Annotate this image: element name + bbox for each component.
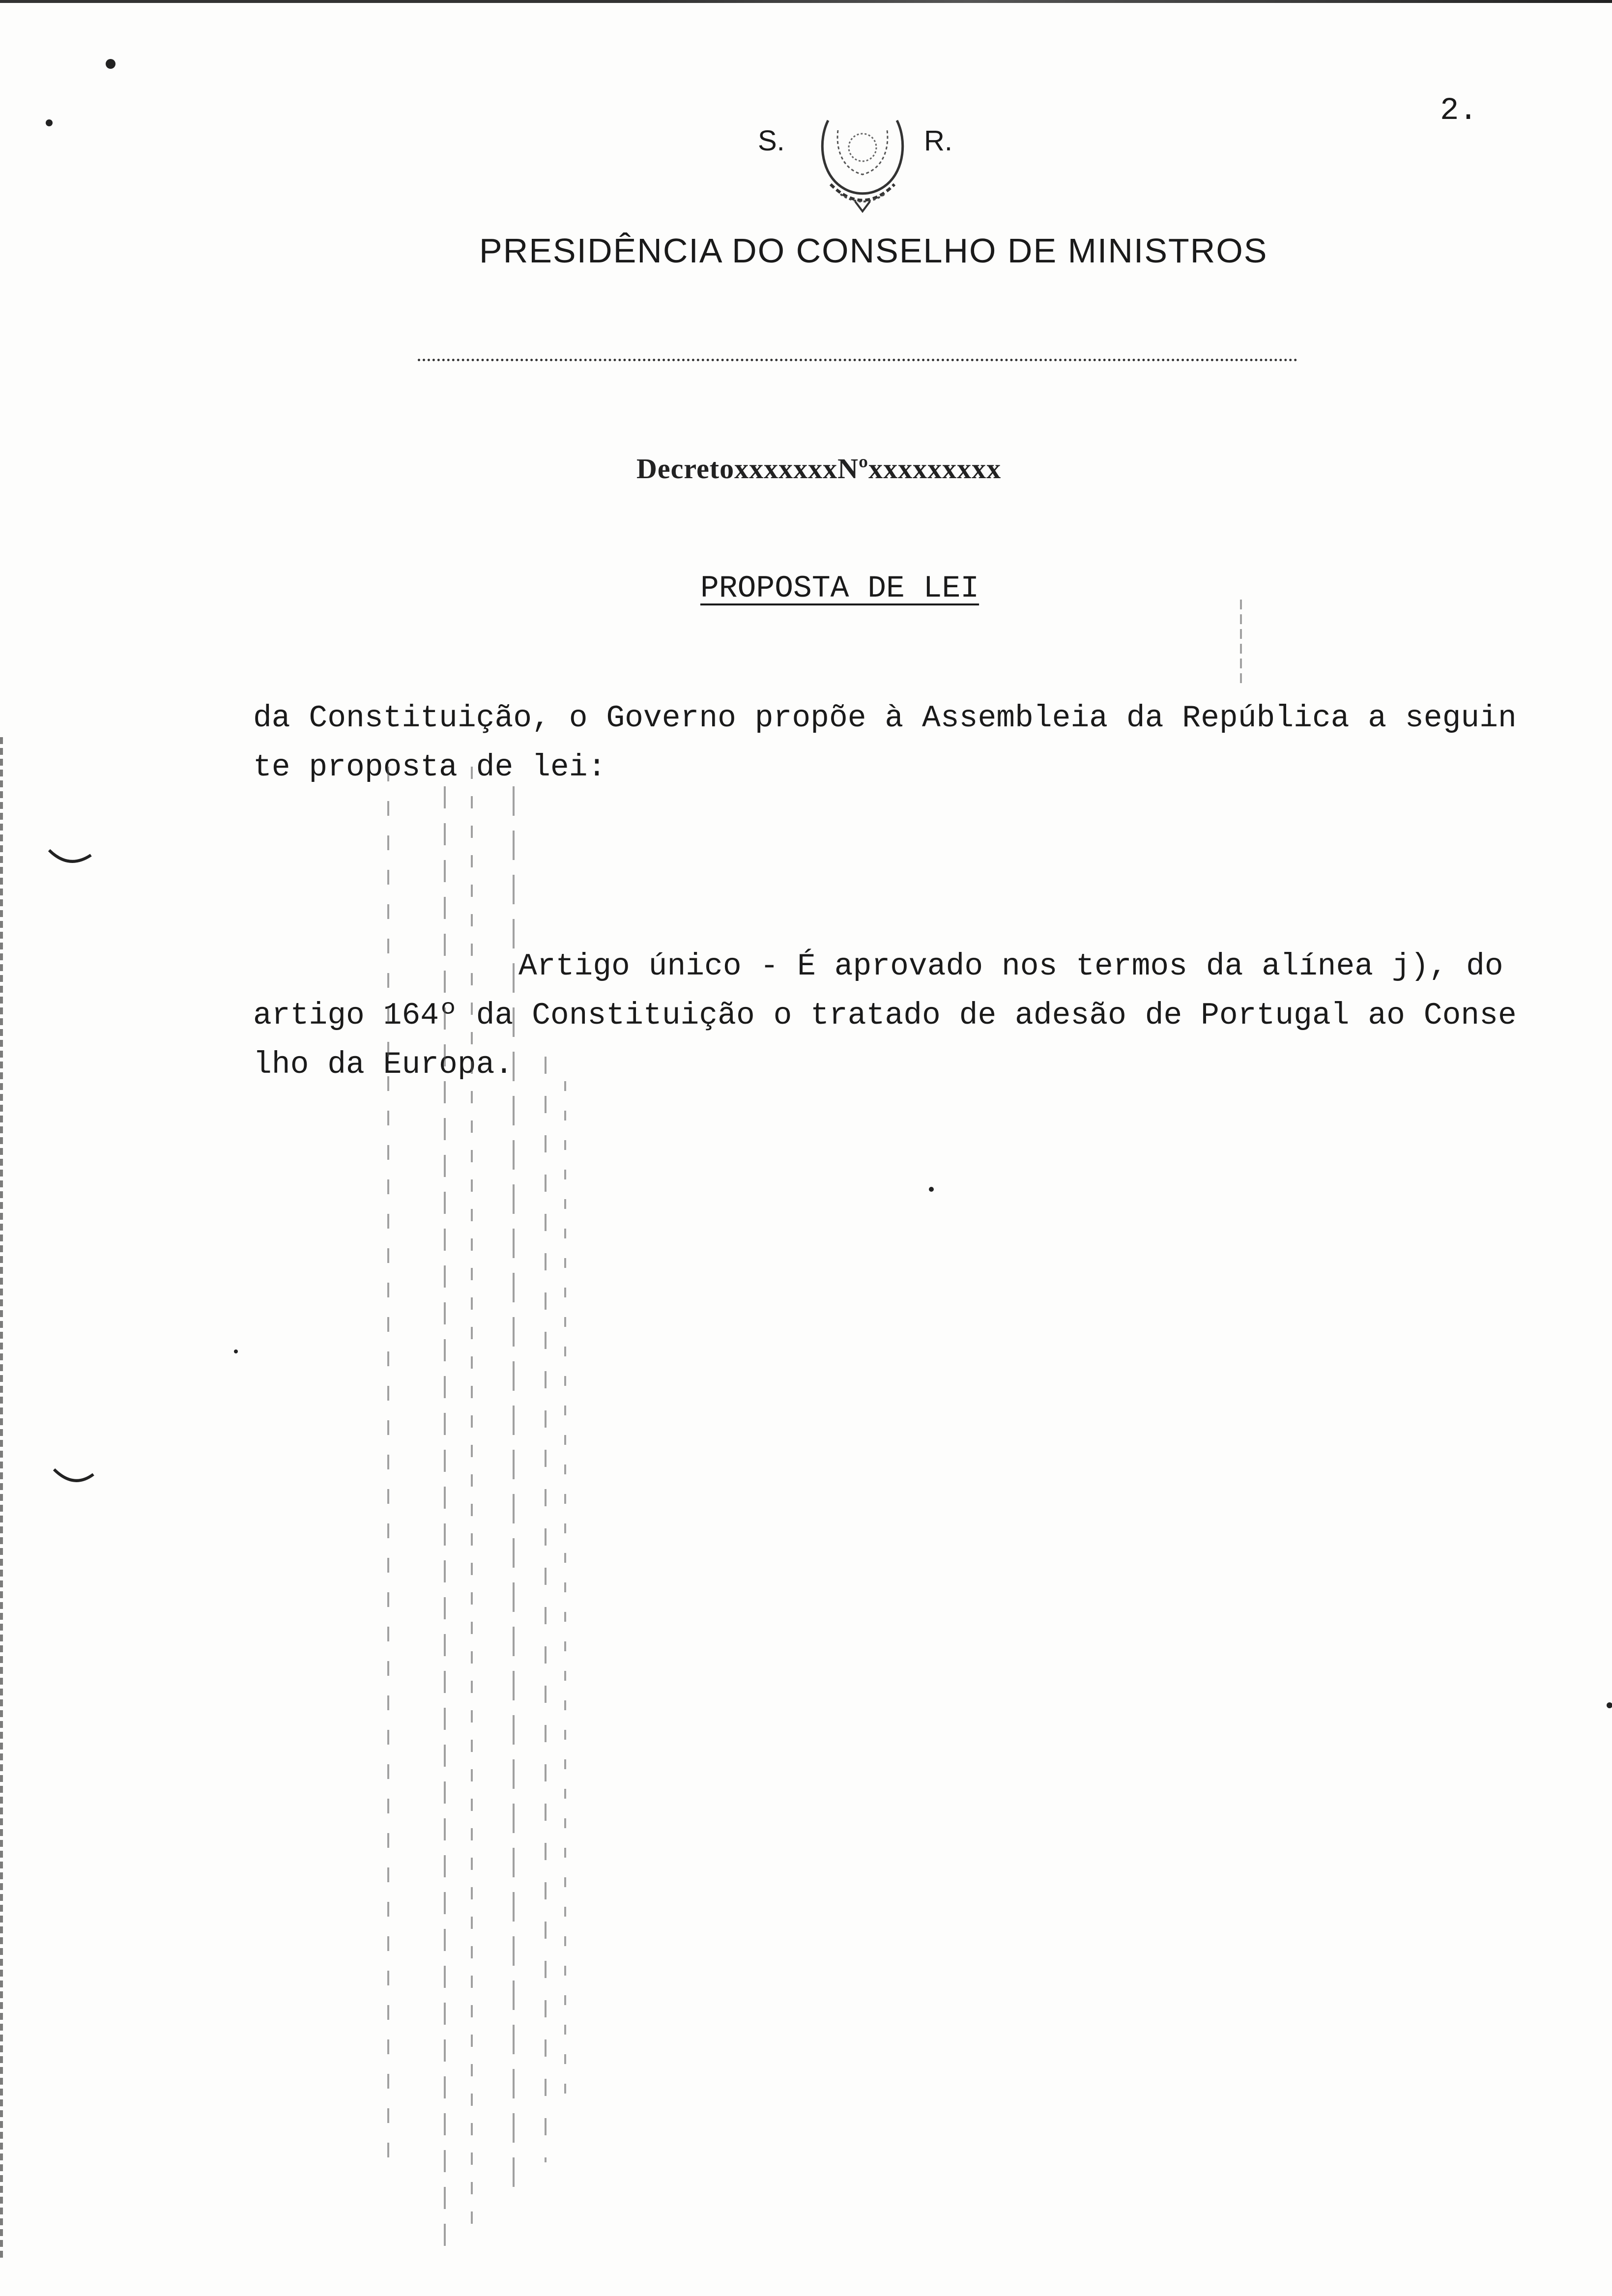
paragraph-line: te proposta de lei: [253,750,606,785]
paragraph-line: Artigo único - É aprovado nos termos da alínea j), do [518,949,1503,984]
paragraph-line: da Constituição, o Governo propõe à Assembleia da República a seguin [253,701,1517,736]
seal-letter-r: R. [924,125,952,157]
decree-struck-line: DecretoxxxxxxxNºxxxxxxxxx [636,453,1002,485]
paragraph-line: lho da Europa. [253,1047,514,1082]
seal-letter-s: S. [758,125,785,157]
ministry-header: PRESIDÊNCIA DO CONSELHO DE MINISTROS [479,231,1268,270]
page-number: 2. [1440,93,1478,129]
document-title: PROPOSTA DE LEI [700,571,979,606]
paragraph-line: artigo 164º da Constituição o tratado de adesão de Portugal ao Conse [253,998,1517,1033]
